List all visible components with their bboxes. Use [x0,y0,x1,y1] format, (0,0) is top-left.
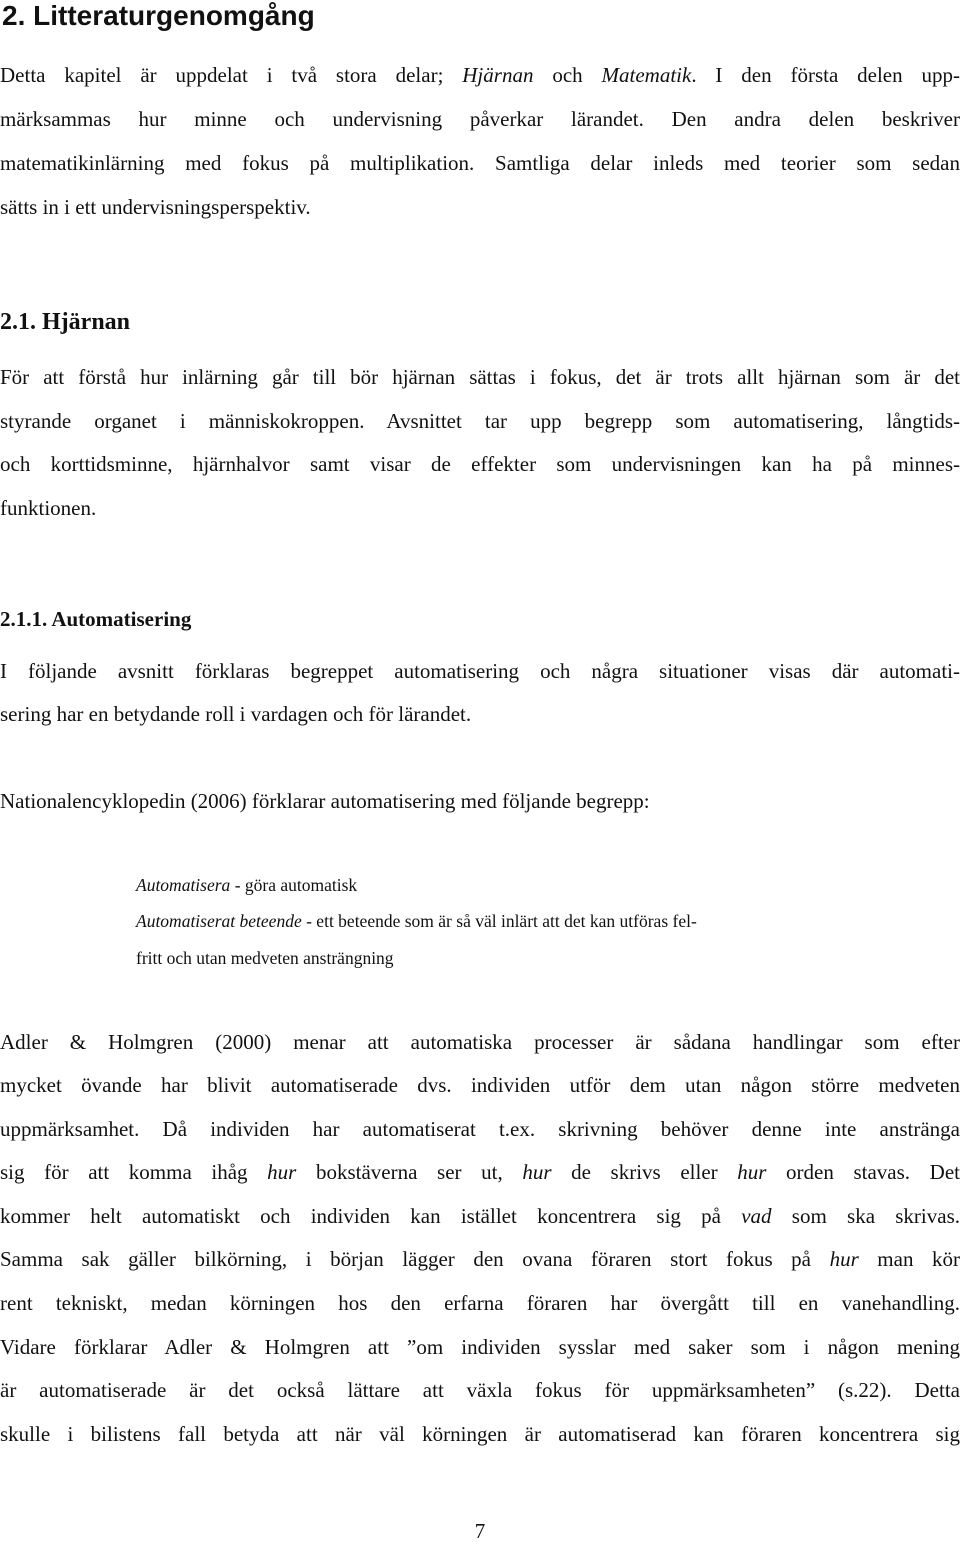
emphasis-vad: vad [741,1204,772,1228]
section-heading-hjarnan: 2.1. Hjärnan [0,309,131,335]
body-line-6: Samma sak gäller bilkörning, i början lägger den ovana föraren stort fokus på hur man kör [0,1247,960,1271]
hjarnan-line-4: funktionen. [0,496,97,520]
body-line-8: Vidare förklarar Adler & Holmgren att ”om individen sysslar med saker som i någon mening [0,1335,960,1359]
intro-line-3: matematikinlärning med fokus på multiplikation. Samtliga delar inleds med teorier som sedan [0,151,960,175]
emphasis-hur: hur [267,1160,297,1184]
definition-term: Automatisera [136,875,231,895]
chapter-title: Litteraturgenomgång [33,0,315,31]
definition-automatisera: Automatisera - göra automatisk [136,875,358,895]
hjarnan-line-1: För att förstå hur inlärning går till bör hjärnan sättas i fokus, det är trots allt hjärnan som är det [0,365,960,389]
body-line-4: sig för att komma ihåg hur bokstäverna ser ut, hur de skrivs eller hur orden stavas. Det [0,1160,960,1184]
emphasis-hjarnan: Hjärnan [462,63,534,87]
definition-term: Automatiserat beteende [136,911,302,931]
emphasis-hur: hur [737,1160,767,1184]
emphasis-matematik: Matematik [601,63,692,87]
emphasis-hur: hur [829,1247,859,1271]
hjarnan-line-2: styrande organet i människokroppen. Avsnittet tar upp begrepp som automatisering, långtids- [0,409,960,433]
automatisering-line-2: sering har en betydande roll i vardagen och för lärandet. [0,702,472,726]
body-line-3: uppmärksamhet. Då individen har automatiserat t.ex. skrivning behöver denne inte anstränga [0,1117,960,1141]
body-line-2: mycket övande har blivit automatiserade dvs. individen utför dem utan någon större medveten [0,1073,960,1097]
body-line-7: rent tekniskt, medan körningen hos den erfarna föraren har övergått till en vanehandling. [0,1291,960,1315]
intro-line-4: sätts in i ett undervisningsperspektiv. [0,195,311,219]
emphasis-hur: hur [522,1160,552,1184]
intro-line-1: Detta kapitel är uppdelat i två stora delar; Hjärnan och Matematik. I den första delen upp- [0,63,960,87]
body-line-9: är automatiserade är det också lättare att växla fokus för uppmärksamheten” (s.22). Detta [0,1378,960,1402]
ne-definition-intro: Nationalencyklopedin (2006) förklarar automatisering med följande begrepp: [0,789,650,813]
body-line-1: Adler & Holmgren (2000) menar att automatiska processer är sådana handlingar som efter [0,1030,960,1054]
definition-automatiserat-beteende-cont: fritt och utan medveten ansträngning [136,948,394,968]
chapter-number: 2. [2,0,26,31]
definition-automatiserat-beteende: Automatiserat beteende - ett beteende som är så väl inlärt att det kan utföras fel- [136,911,697,931]
page-number: 7 [474,1519,486,1543]
subsection-heading-automatisering: 2.1.1. Automatisering [0,607,192,631]
hjarnan-line-3: och korttidsminne, hjärnhalvor samt visar de effekter som undervisningen kan ha på minnes- [0,452,960,476]
intro-line-2: märksammas hur minne och undervisning påverkar lärandet. Den andra delen beskriver [0,107,960,131]
body-line-5: kommer helt automatiskt och individen kan istället koncentrera sig på vad som ska skrivas. [0,1204,960,1228]
body-line-10: skulle i bilistens fall betyda att när väl körningen är automatiserad kan föraren koncentrera sig [0,1422,960,1446]
chapter-heading [2,0,315,34]
automatisering-line-1: I följande avsnitt förklaras begreppet automatisering och några situationer visas där automati- [0,659,960,683]
